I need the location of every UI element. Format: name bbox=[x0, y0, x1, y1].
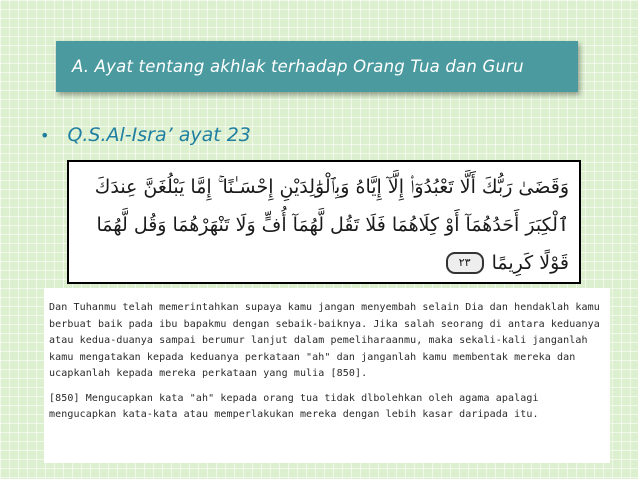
bullet-icon: • bbox=[40, 125, 50, 145]
verse-line-2: ٱلْكِبَرَ أَحَدُهُمَآ أَوْ كِلَاهُمَا فَلَا تَقُل لَّهُمَآ أُفٍّ وَلَا تَنْهَرْهُمَا وَقُل لَّهُمَا bbox=[96, 214, 569, 236]
translation-paragraph: Dan Tuhanmu telah memerintahkan supaya kamu jangan menyembah selain Dia dan hendaklah kamu berbuat baik pada ibu bapakmu dengan sebaik-baiknya. Jika salah seorang di antara keduanya atau kedua-duanya sampai berumur lanjut dalam pemeliharaanmu, maka sekali-kali janganlah kamu mengatakan kepada keduanya perkataan "ah" dan janganlah kamu membentak mereka dan ucapkanlah kepada mereka perkataan yang mulia [850]. bbox=[49, 302, 600, 379]
slide-title: A. Ayat tentang akhlak terhadap Orang Tua dan Guru bbox=[72, 57, 524, 76]
verse-line-1: وَقَضَىٰ رَبُّكَ أَلَّا تَعْبُدُوٓا۟ إِلَّآ إِيَّاهُ وَبِٱلْوَٰلِدَيْنِ إِحْسَـٰنًا ۚ إِمَّا يَبْلُغَنَّ عِندَكَ bbox=[94, 176, 569, 198]
verse-line-3: قَوْلًا كَرِيمًا bbox=[491, 252, 569, 274]
slide-title-bar bbox=[56, 41, 578, 92]
translation-panel bbox=[44, 288, 610, 463]
bullet-text: Q.S.Al-Isra’ ayat 23 bbox=[67, 124, 251, 146]
ayah-number-marker: ٢٣ bbox=[446, 252, 484, 274]
bullet-item bbox=[40, 124, 251, 146]
footnote-paragraph: [850] Mengucapkan kata "ah" kepada orang tua tidak dlbolehkan oleh agama apalagi mengucapkan kata-kata atau memperlakukan mereka dengan lebih kasar daripada itu. bbox=[49, 392, 539, 420]
quran-verse-image bbox=[67, 160, 581, 284]
verse-line-3-row bbox=[79, 244, 569, 282]
